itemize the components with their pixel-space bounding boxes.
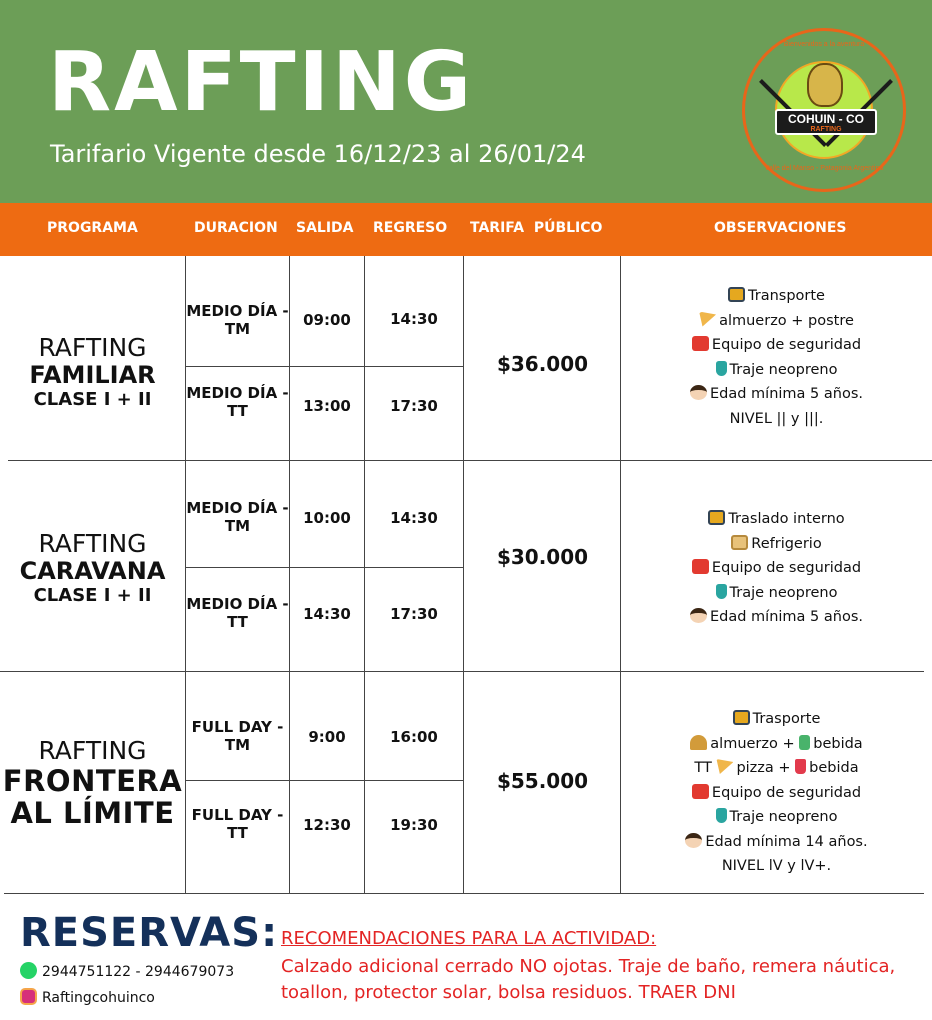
first-aid-kit-icon: [692, 559, 709, 574]
salida-cell: 13:00: [303, 397, 351, 415]
bus-icon: [728, 287, 745, 302]
child-icon: [690, 385, 707, 400]
regreso-cell: 16:00: [390, 728, 438, 746]
child-icon: [685, 833, 702, 848]
obs-item: Traslado interno: [621, 507, 932, 532]
program-line1: RAFTING: [38, 333, 147, 362]
salida-cell: 10:00: [303, 509, 351, 527]
page-subtitle: Tarifario Vigente desde 16/12/23 al 26/01/24: [50, 140, 586, 168]
logo-sub: RAFTING: [810, 126, 842, 133]
column-header-tarifa: TARIFA PÚBLICO: [470, 220, 603, 236]
obs-item: Refrigerio: [621, 532, 932, 557]
header-banner: [0, 0, 932, 203]
column-header-salida: SALIDA: [296, 220, 354, 236]
logo-ring-bottom-text: Valle del Manso - Patagonia Argentina: [764, 165, 884, 172]
obs-item: Edad mínima 5 años.: [621, 382, 932, 407]
grid-line: [4, 893, 924, 894]
obs-item: TT pizza + bebida: [694, 760, 859, 776]
program-line2: CARAVANA: [19, 557, 166, 585]
program-line2: FAMILIAR: [29, 361, 156, 389]
obs-item: Equipo de seguridad: [621, 556, 932, 581]
bus-icon: [733, 710, 750, 725]
obs-item: NIVEL || y |||.: [729, 410, 824, 427]
obs-item: Edad mínima 14 años.: [621, 830, 932, 855]
duracion-cell: MEDIO DÍA - TT: [186, 384, 289, 420]
obs-item: Trasporte: [621, 707, 932, 732]
taco-icon: [690, 735, 707, 750]
obs-item: Traje neopreno: [621, 805, 932, 830]
duracion-cell: FULL DAY - TT: [191, 806, 284, 842]
table-header: [0, 203, 932, 256]
logo-name: COHUIN - CO: [788, 112, 864, 126]
program-name-familiar: [0, 334, 185, 412]
observaciones-list: [621, 507, 932, 630]
sandwich-icon: [731, 535, 748, 550]
grid-line: [185, 366, 464, 367]
bus-icon: [708, 510, 725, 525]
recommendations-body: Calzado adicional cerrado NO ojotas. Traje de baño, remera náutica, toallon, protector solar, bolsa residuos. TRAER DNI: [281, 956, 896, 1003]
observaciones-list: [621, 707, 932, 879]
reservas-heading: RESERVAS:: [20, 910, 279, 956]
program-name-frontera: [0, 737, 185, 829]
child-icon: [690, 608, 707, 623]
first-aid-kit-icon: [692, 336, 709, 351]
soda-icon: [795, 759, 806, 774]
regreso-cell: 19:30: [390, 816, 438, 834]
tarifa-price: $36.000: [496, 352, 589, 376]
tarifa-price: $30.000: [496, 545, 589, 569]
obs-item: Traje neopreno: [621, 358, 932, 383]
duracion-cell: MEDIO DÍA - TM: [186, 302, 289, 338]
program-line2: FRONTERA: [2, 764, 183, 798]
salida-cell: 14:30: [303, 605, 351, 623]
duracion-cell: MEDIO DÍA - TM: [186, 499, 289, 535]
regreso-cell: 14:30: [390, 509, 438, 527]
salida-cell: 09:00: [303, 311, 351, 329]
phone-numbers: 2944751122 - 2944679073: [42, 964, 235, 980]
regreso-cell: 17:30: [390, 605, 438, 623]
pizza-icon: [716, 759, 733, 774]
logo-band: [775, 109, 877, 135]
instagram-contact[interactable]: [20, 988, 155, 1006]
first-aid-kit-icon: [692, 784, 709, 799]
duracion-cell: MEDIO DÍA - TT: [186, 595, 289, 631]
obs-item: almuerzo + postre: [621, 309, 932, 334]
puma-icon: [807, 63, 843, 107]
obs-item: Traje neopreno: [621, 581, 932, 606]
whatsapp-contact[interactable]: [20, 962, 234, 980]
program-line3: CLASE I + II: [33, 585, 152, 606]
grid-line: [185, 780, 464, 781]
salida-cell: 12:30: [303, 816, 351, 834]
cohuinco-logo: [742, 28, 906, 192]
salida-cell: 9:00: [308, 728, 346, 746]
obs-item: Edad mínima 5 años.: [621, 605, 932, 630]
swimsuit-icon: [716, 808, 727, 823]
grid-line: [185, 567, 464, 568]
recommendations-title: RECOMENDACIONES PARA LA ACTIVIDAD:: [281, 928, 657, 949]
program-line1: RAFTING: [38, 529, 147, 558]
instagram-icon: [20, 988, 37, 1005]
tarifa-price: $55.000: [496, 769, 589, 793]
observaciones-list: [621, 284, 932, 431]
obs-item: almuerzo + bebida: [621, 732, 932, 757]
grid-line: [289, 256, 290, 894]
juice-icon: [799, 735, 810, 750]
program-line1: RAFTING: [38, 736, 147, 765]
instagram-handle: Raftingcohuinco: [42, 990, 155, 1006]
obs-item: Equipo de seguridad: [621, 781, 932, 806]
column-header-programa: PROGRAMA: [47, 220, 138, 236]
column-header-observaciones: OBSERVACIONES: [714, 220, 847, 236]
program-name-caravana: [0, 530, 185, 608]
program-line3: AL LÍMITE: [10, 796, 175, 830]
logo-ring-top-text: Bienvenidos a la aventura: [783, 41, 865, 48]
grid-line: [185, 256, 186, 894]
regreso-cell: 17:30: [390, 397, 438, 415]
duracion-cell: FULL DAY - TM: [191, 718, 284, 754]
grid-line: [8, 460, 932, 461]
obs-item: Equipo de seguridad: [621, 333, 932, 358]
whatsapp-icon: [20, 962, 37, 979]
pizza-icon: [699, 312, 716, 327]
obs-item: NIVEL lV y lV+.: [721, 858, 832, 874]
obs-item: Transporte: [621, 284, 932, 309]
swimsuit-icon: [716, 584, 727, 599]
program-line3: CLASE I + II: [33, 389, 152, 410]
grid-line: [0, 671, 924, 672]
page-title: RAFTING: [48, 35, 474, 130]
grid-line: [364, 256, 365, 894]
column-header-duracion: DURACION: [194, 220, 278, 236]
regreso-cell: 14:30: [390, 310, 438, 328]
column-header-regreso: REGRESO: [373, 220, 448, 236]
swimsuit-icon: [716, 361, 727, 376]
